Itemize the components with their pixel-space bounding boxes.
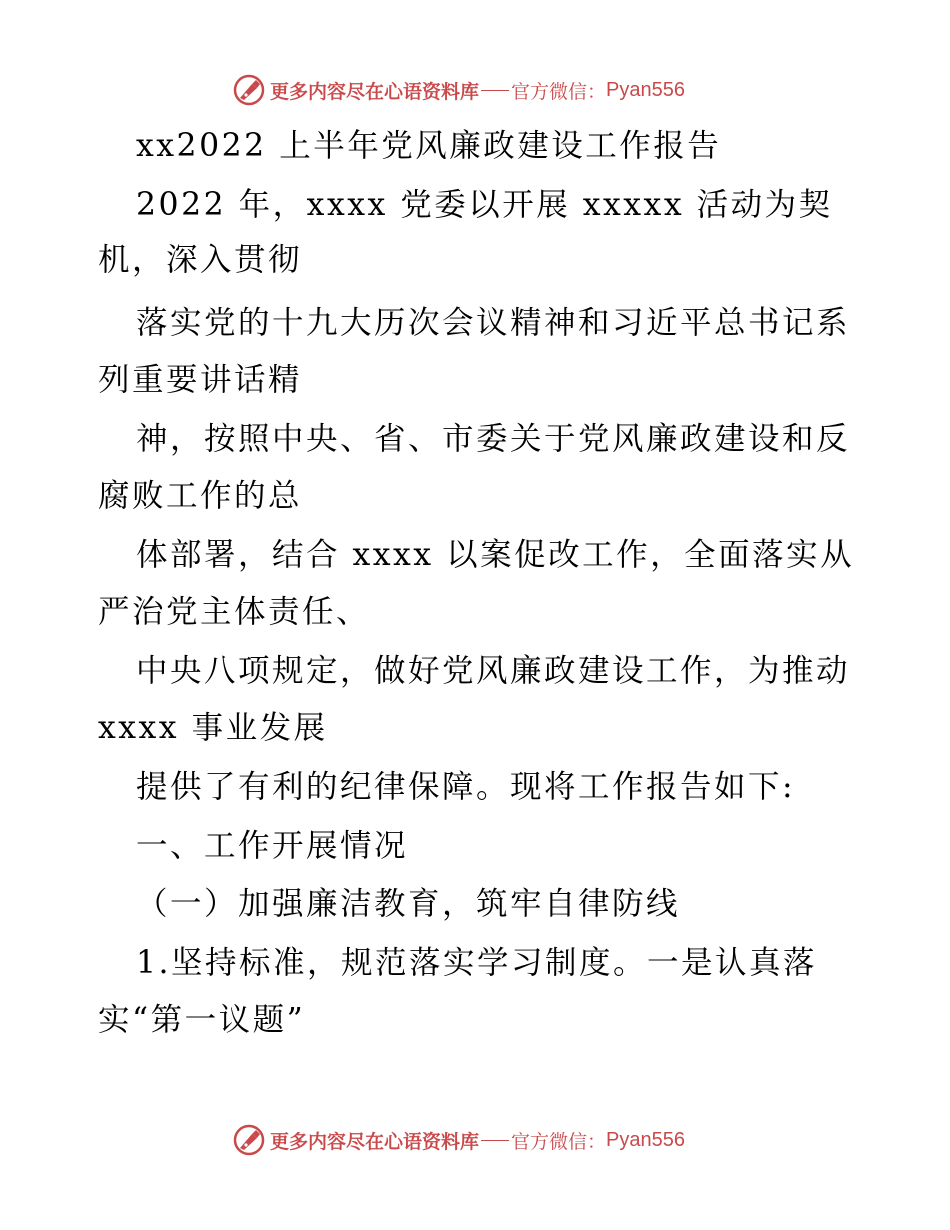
- watermark-dash: [481, 90, 509, 91]
- watermark-main-text: 更多内容尽在心语资料库: [270, 80, 480, 103]
- paragraph-line: 腐败工作的总: [98, 478, 303, 514]
- paragraph-line: 机，深入贯彻: [98, 242, 303, 278]
- section-heading: 一、工作开展情况: [136, 828, 409, 864]
- watermark-main-text: 更多内容尽在心语资料库: [270, 1130, 480, 1153]
- watermark-account: Pyan556: [606, 78, 685, 101]
- watermark-label: 官方微信：: [511, 80, 607, 103]
- paragraph-line: 列重要讲话精: [98, 362, 303, 398]
- subsection-heading: （一）加强廉洁教育，筑牢自律防线: [136, 886, 681, 922]
- watermark-label: 官方微信：: [511, 1130, 607, 1153]
- pen-nib-circle-icon: [232, 73, 266, 107]
- pen-nib-circle-icon: [232, 1123, 266, 1157]
- watermark-account: Pyan556: [606, 1128, 685, 1151]
- document-title: xx2022 上半年党风廉政建设工作报告: [136, 128, 722, 164]
- paragraph-line: 中央八项规定，做好党风廉政建设工作，为推动: [136, 653, 851, 689]
- paragraph-line: 1.坚持标准，规范落实学习制度。一是认真落: [136, 945, 818, 981]
- paragraph-line: 严治党主体责任、: [98, 594, 371, 630]
- watermark-dash: [481, 1140, 509, 1141]
- paragraph-line: 2022 年，xxxx 党委以开展 xxxxx 活动为契: [136, 187, 833, 223]
- paragraph-line: xxxx 事业发展: [98, 710, 328, 746]
- header-watermark: [232, 70, 685, 110]
- footer-watermark: [232, 1120, 685, 1160]
- paragraph-line: 神，按照中央、省、市委关于党风廉政建设和反: [136, 421, 851, 457]
- paragraph-line: 提供了有利的纪律保障。现将工作报告如下:: [136, 769, 796, 805]
- paragraph-line: 落实党的十九大历次会议精神和习近平总书记系: [136, 305, 851, 341]
- paragraph-line: 体部署，结合 xxxx 以案促改工作，全面落实从: [136, 537, 855, 573]
- paragraph-line: 实“第一议题”: [98, 1002, 306, 1038]
